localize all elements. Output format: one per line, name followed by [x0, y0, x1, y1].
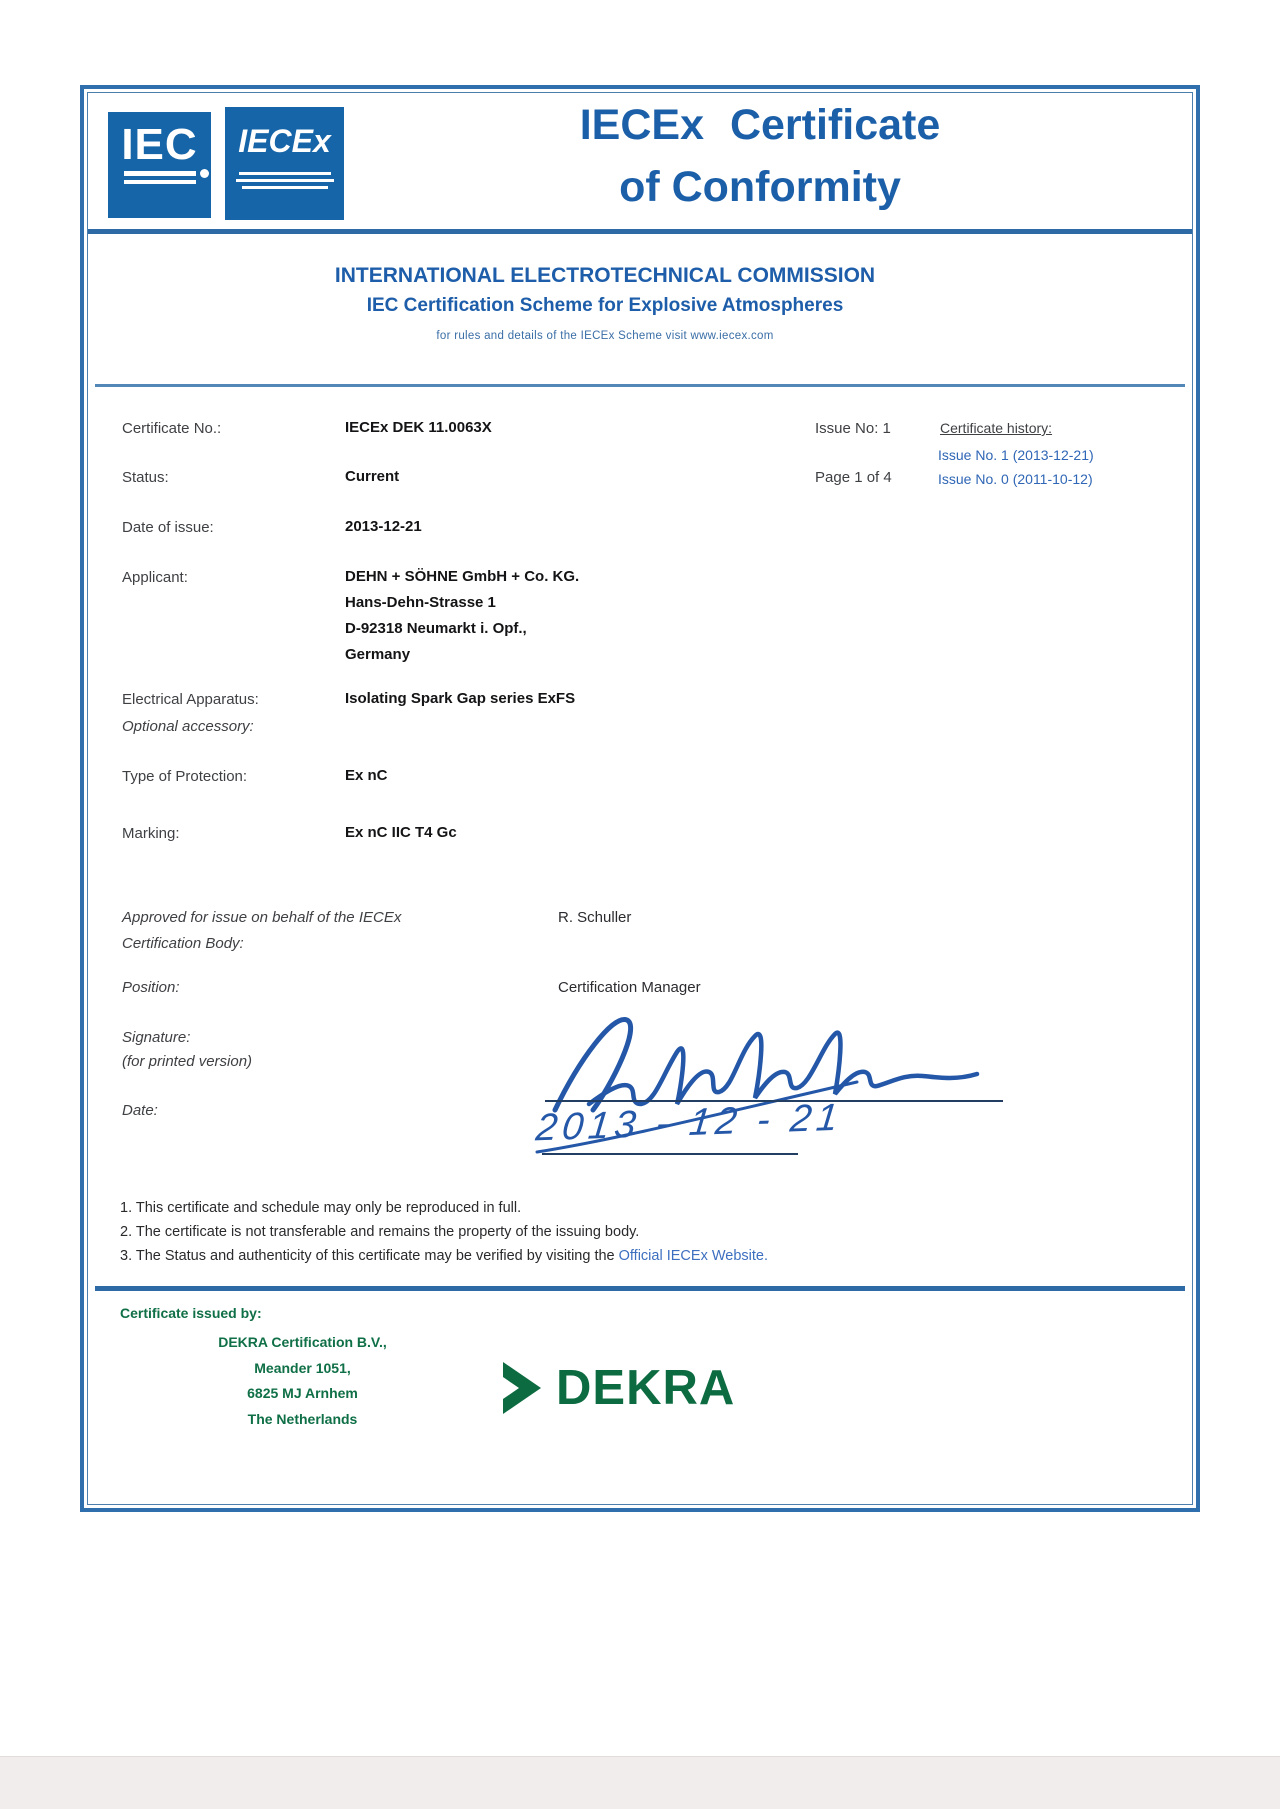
type-of-protection-label: Type of Protection: — [122, 768, 248, 785]
footnote-1: 1. This certificate and schedule may only be reproduced in full. — [120, 1200, 522, 1216]
issuer-address-line: The Netherlands — [247, 1410, 358, 1427]
certificate-no-value: IECEx DEK 11.0063X — [345, 419, 492, 436]
dekra-logo-text: DEKRA — [556, 1361, 736, 1415]
scan-artifact-band — [0, 1756, 1280, 1809]
iecex-logo-globe-line-icon — [239, 172, 331, 175]
page-indicator: Page 1 of 4 — [815, 469, 892, 486]
signature-note: (for printed version) — [122, 1053, 253, 1070]
issuer-address-block — [180, 1330, 425, 1432]
issued-by-label: Certificate issued by: — [120, 1305, 262, 1321]
marking-label: Marking: — [122, 825, 180, 842]
applicant-label: Applicant: — [122, 569, 188, 586]
official-iecex-website-link[interactable]: Official IECEx Website. — [618, 1248, 768, 1264]
applicant-address-line: D-92318 Neumarkt i. Opf., — [345, 620, 527, 637]
approver-name: R. Schuller — [558, 909, 632, 926]
certificate-history-entry[interactable]: Issue No. 1 (2013-12-21) — [938, 447, 1094, 463]
approved-for-issue-label-line2: Certification Body: — [122, 935, 244, 952]
footnote-3-text: 3. The Status and authenticity of this certificate may be verified by visiting the — [120, 1248, 619, 1264]
position-value: Certification Manager — [558, 979, 701, 996]
date-label: Date: — [122, 1102, 158, 1119]
date-of-issue-value: 2013-12-21 — [345, 518, 422, 535]
certificate-history-entry[interactable]: Issue No. 0 (2011-10-12) — [938, 471, 1093, 487]
applicant-address-line: Hans-Dehn-Strasse 1 — [345, 594, 496, 611]
commission-line1: INTERNATIONAL ELECTROTECHNICAL COMMISSION — [334, 264, 876, 287]
iec-logo-bar-icon — [124, 180, 196, 184]
iec-logo — [108, 112, 211, 218]
approved-for-issue-label-line1: Approved for issue on behalf of the IECEx — [122, 909, 402, 926]
issuer-name: DEKRA Certification B.V., — [218, 1334, 387, 1350]
page-title-line1: IECEx Certificate — [579, 101, 941, 149]
applicant-name: DEHN + SÖHNE GmbH + Co. KG. — [345, 568, 580, 585]
issue-no: Issue No: 1 — [815, 420, 891, 437]
applicant-address-line: Germany — [345, 646, 411, 663]
electrical-apparatus-value: Isolating Spark Gap series ExFS — [345, 690, 576, 707]
certificate-title — [470, 101, 1050, 212]
marking-value: Ex nC IIC T4 Gc — [345, 824, 457, 841]
footnote-2: 2. The certificate is not transferable and remains the property of the issuing body. — [120, 1224, 640, 1240]
dekra-logo — [500, 1360, 735, 1416]
commission-line2: IEC Certification Scheme for Explosive Atmospheres — [366, 295, 844, 316]
iec-logo-bar-icon — [124, 171, 196, 176]
issuer-address-line: Meander 1051, — [254, 1359, 351, 1376]
date-line — [542, 1153, 798, 1155]
commission-tagline: for rules and details of the IECEx Scheme visit www.iecex.com — [436, 330, 774, 342]
iec-logo-dot-icon — [200, 169, 209, 178]
commission-heading — [90, 264, 1120, 342]
iecex-logo-text: IECEx — [238, 123, 331, 159]
date-of-issue-label: Date of issue: — [122, 519, 214, 536]
iecex-logo — [225, 107, 344, 220]
certificate-no-label: Certificate No.: — [122, 420, 222, 437]
iecex-logo-globe-line-icon — [242, 186, 328, 189]
iecex-logo-globe-line-icon — [236, 179, 334, 182]
dekra-arrow-icon — [500, 1360, 544, 1416]
status-value: Current — [345, 468, 400, 485]
page-title-line2: of Conformity — [619, 163, 901, 211]
issuer-address-line: 6825 MJ Arnhem — [247, 1385, 358, 1401]
position-label: Position: — [122, 979, 180, 996]
type-of-protection-value: Ex nC — [345, 767, 388, 784]
section-divider-rule — [95, 384, 1185, 387]
signature-label: Signature: — [122, 1029, 191, 1046]
footer-divider-rule — [95, 1286, 1185, 1291]
iec-logo-text: IEC — [121, 120, 198, 169]
electrical-apparatus-label: Electrical Apparatus: — [122, 691, 259, 708]
optional-accessory-label: Optional accessory: — [122, 718, 254, 735]
handwritten-date: 2013 - 12 - 21 — [533, 1096, 845, 1150]
certificate-history-label: Certificate history: — [940, 420, 1053, 436]
footnote-3 — [120, 1248, 768, 1264]
header-divider-rule — [88, 229, 1192, 234]
status-label: Status: — [122, 469, 169, 486]
